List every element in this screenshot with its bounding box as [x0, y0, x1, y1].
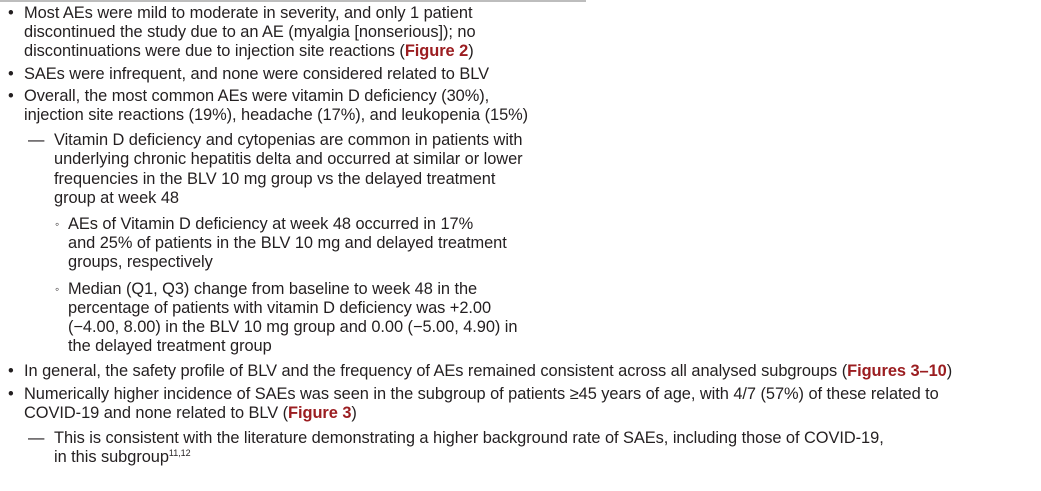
- text-line: Numerically higher incidence of SAEs was seen in the subgroup of patients ≥45 years of age, with 4/7 (57%) of these related to: [24, 384, 939, 403]
- text-line: AEs of Vitamin D deficiency at week 48 occurred in 17%: [68, 215, 474, 234]
- text-run: ): [946, 362, 953, 381]
- bullet-item-ae-severity: [0, 4, 1041, 62]
- bullet-item-subgroups: [0, 362, 1041, 381]
- text-line: Most AEs were mild to moderate in severity, and only 1 patient: [24, 4, 473, 22]
- text-line: Vitamin D deficiency and cytopenias are common in patients with: [54, 131, 523, 150]
- text-run: in this subgroup: [54, 448, 169, 467]
- text-line: and 25% of patients in the BLV 10 mg and delayed treatment: [68, 234, 507, 253]
- figures-3-10-reference[interactable]: Figures 3–10: [847, 362, 947, 381]
- figure-3-reference[interactable]: Figure 3: [288, 403, 352, 422]
- text-line: discontinued the study due to an AE (myalgia [nonserious]); no: [24, 23, 476, 42]
- text-line: percentage of patients with vitamin D deficiency was +2.00: [68, 298, 492, 317]
- text-run: ): [351, 403, 357, 422]
- bullet-marker: •: [8, 362, 14, 381]
- text-line: Median (Q1, Q3) change from baseline to week 48 in the: [68, 279, 478, 298]
- dash-item-literature: [0, 429, 1041, 467]
- bullet-item-sae-infrequent: [0, 65, 1041, 84]
- figure-2-reference[interactable]: Figure 2: [404, 42, 469, 61]
- text-line: [24, 404, 1041, 423]
- text-run: COVID-19 and none related to BLV (: [24, 403, 289, 422]
- text-line: This is consistent with the literature demonstrating a higher background rate of SAEs, including those of COVID-19,: [54, 429, 884, 448]
- bullet-item-sae-age-subgroup: [0, 385, 1041, 423]
- text-line: the delayed treatment group: [68, 337, 272, 356]
- sub-bullet-marker: ◦: [55, 217, 60, 232]
- text-line: underlying chronic hepatitis delta and occurred at similar or lower: [54, 150, 523, 169]
- text-line: (−4.00, 8.00) in the BLV 10 mg group and 0.00 (−5.00, 4.90) in: [68, 318, 518, 337]
- bullet-marker: •: [8, 64, 14, 83]
- text-run: In general, the safety profile of BLV and the frequency of AEs remained consistent across all analysed subgroups (: [24, 362, 848, 381]
- text-line: group at week 48: [54, 188, 179, 207]
- text-line: Overall, the most common AEs were vitamin D deficiency (30%),: [24, 86, 490, 105]
- bullet-marker: •: [8, 86, 14, 105]
- dash-item-vitamin-d-cytopenias: [0, 131, 1041, 208]
- sub-item-median-change: [0, 280, 1041, 357]
- text-line: frequencies in the BLV 10 mg group vs the delayed treatment: [54, 169, 496, 188]
- bullet-marker: •: [8, 384, 14, 403]
- text-run: ): [468, 42, 474, 61]
- text-line: [54, 448, 1041, 467]
- sub-item-vitamin-d-week48: [0, 215, 1041, 273]
- text-line: groups, respectively: [68, 253, 213, 272]
- bullet-marker: •: [8, 4, 14, 22]
- dash-marker: —: [28, 131, 45, 150]
- text-line: injection site reactions (19%), headache (17%), and leukopenia (15%): [24, 106, 529, 125]
- sub-bullet-marker: ◦: [55, 281, 60, 296]
- text-line: SAEs were infrequent, and none were considered related to BLV: [24, 64, 489, 83]
- text-line: [24, 42, 1041, 61]
- safety-findings-list: [0, 4, 1041, 467]
- text-line: [24, 362, 1041, 381]
- reference-superscript: 11,12: [168, 448, 191, 459]
- dash-marker: —: [28, 429, 45, 448]
- bullet-item-common-aes: [0, 87, 1041, 125]
- text-run: discontinuations were due to injection site reactions (: [24, 42, 405, 61]
- top-divider: [0, 0, 586, 2]
